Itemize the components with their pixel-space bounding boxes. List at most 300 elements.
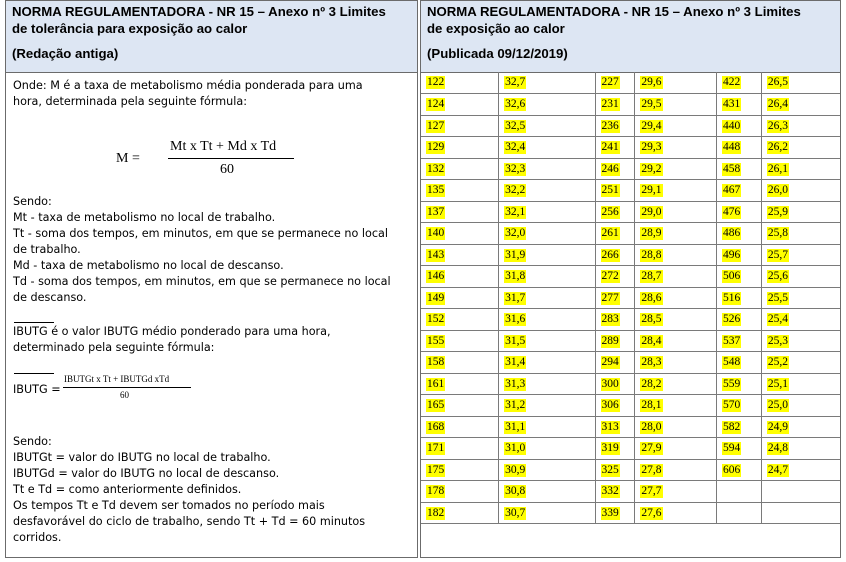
ibutg-intro-line-1: IBUTG é o valor IBUTG médio ponderado para uma hora, [13, 325, 331, 338]
table-cell [595, 201, 635, 223]
highlighted-value: 171 [427, 442, 445, 454]
highlighted-value: 606 [723, 463, 741, 476]
intro-line-1: Onde: M é a taxa de metabolismo média ponderada para uma [13, 79, 363, 92]
table-cell [717, 287, 762, 309]
highlighted-value: 31,2 [505, 399, 526, 411]
highlighted-value: 26,3 [767, 119, 788, 132]
highlighted-value: 29,2 [641, 162, 662, 175]
table-cell [499, 309, 595, 331]
highlighted-value: 30,7 [505, 506, 526, 519]
table-cell [635, 266, 717, 288]
highlighted-value: 31,1 [505, 420, 526, 433]
table-row [421, 115, 840, 137]
highlighted-value: 27,6 [641, 506, 662, 519]
left-column-body [5, 72, 418, 558]
table-row [421, 352, 840, 374]
table-cell [499, 502, 595, 524]
table-cell [717, 158, 762, 180]
table-cell [499, 180, 595, 202]
highlighted-value: 241 [601, 141, 619, 153]
highlighted-value: 246 [601, 162, 619, 175]
highlighted-value: 135 [427, 184, 445, 196]
highlighted-value: 28,8 [641, 248, 662, 261]
table-cell [635, 352, 717, 374]
highlighted-value: 24,9 [767, 420, 788, 433]
highlighted-value: 32,5 [505, 119, 526, 132]
highlighted-value: 140 [427, 227, 445, 239]
highlighted-value: 283 [601, 313, 619, 325]
td-definition-line-1: Td - soma dos tempos, em minutos, em que se permanece no local [13, 275, 391, 288]
table-cell [595, 481, 635, 503]
table-cell [595, 115, 635, 137]
highlighted-value: 124 [427, 98, 445, 110]
formula-ibutg-denominator: 60 [120, 390, 129, 400]
table-cell [421, 438, 499, 460]
table-row [421, 158, 840, 180]
table-cell [595, 223, 635, 245]
highlighted-value: 29,4 [641, 119, 662, 132]
highlighted-value: 516 [723, 291, 741, 304]
left-column-header [5, 0, 418, 73]
table-cell [761, 223, 840, 245]
table-cell [635, 438, 717, 460]
highlighted-value: 29,3 [641, 141, 662, 153]
highlighted-value: 306 [601, 399, 619, 411]
table-cell [635, 459, 717, 481]
highlighted-value: 31,4 [505, 356, 526, 368]
formula-ibutg-fraction-bar [63, 387, 191, 388]
table-cell [761, 180, 840, 202]
table-cell [761, 395, 840, 417]
highlighted-value: 25,4 [767, 313, 788, 325]
table-cell [595, 287, 635, 309]
highlighted-value: 422 [723, 76, 741, 88]
highlighted-value: 32,1 [505, 205, 526, 218]
highlighted-value: 28,4 [641, 334, 662, 347]
table-cell [499, 330, 595, 352]
highlighted-value: 467 [723, 184, 741, 196]
table-cell [421, 481, 499, 503]
table-cell [499, 201, 595, 223]
highlighted-value: 526 [723, 313, 741, 325]
highlighted-value: 129 [427, 141, 445, 153]
table-row [421, 416, 840, 438]
highlighted-value: 28,7 [641, 270, 662, 282]
highlighted-value: 537 [723, 334, 741, 347]
table-cell [761, 158, 840, 180]
table-cell [421, 158, 499, 180]
highlighted-value: 29,6 [641, 76, 662, 88]
table-cell [595, 158, 635, 180]
table-cell [635, 201, 717, 223]
highlighted-value: 182 [427, 506, 445, 519]
table-row [421, 244, 840, 266]
highlighted-value: 25,1 [767, 377, 788, 390]
table-cell [761, 438, 840, 460]
table-cell [635, 287, 717, 309]
table-cell [635, 416, 717, 438]
table-row [421, 481, 840, 503]
table-row [421, 502, 840, 524]
highlighted-value: 256 [601, 205, 619, 218]
highlighted-value: 25,9 [767, 205, 788, 218]
td-definition-line-2: de descanso. [13, 291, 87, 304]
highlighted-value: 31,8 [505, 270, 526, 282]
times-note-line-2: desfavorável do ciclo de trabalho, sendo Tt + Td = 60 minutos [13, 515, 366, 528]
highlighted-value: 28,6 [641, 291, 662, 304]
formula-m-fraction-bar [168, 158, 294, 159]
table-row [421, 94, 840, 116]
table-cell [595, 137, 635, 159]
times-note-line-3: corridos. [13, 531, 62, 544]
exposure-limits-table [421, 72, 840, 524]
highlighted-value: 31,5 [505, 334, 526, 347]
right-header-title-line2: de exposição ao calor [427, 21, 565, 36]
table-cell [761, 502, 840, 524]
highlighted-value: 143 [427, 248, 445, 261]
table-cell [717, 244, 762, 266]
highlighted-value: 448 [723, 141, 741, 153]
left-header-subtitle: (Redação antiga) [12, 46, 119, 61]
table-row [421, 72, 840, 94]
highlighted-value: 26,1 [767, 162, 788, 175]
highlighted-value: 146 [427, 270, 445, 282]
tt-definition-line-2: de trabalho. [13, 243, 81, 256]
table-cell [421, 309, 499, 331]
table-cell [717, 309, 762, 331]
table-cell [595, 244, 635, 266]
highlighted-value: 325 [601, 463, 619, 476]
table-cell [499, 72, 595, 94]
highlighted-value: 236 [601, 119, 619, 132]
highlighted-value: 161 [427, 377, 445, 390]
table-cell [499, 94, 595, 116]
highlighted-value: 486 [723, 227, 741, 239]
sendo-heading-2: Sendo: [13, 435, 52, 448]
highlighted-value: 168 [427, 420, 445, 433]
highlighted-value: 122 [427, 76, 445, 88]
table-cell [635, 502, 717, 524]
highlighted-value: 332 [601, 485, 619, 497]
table-cell [717, 115, 762, 137]
table-cell [499, 287, 595, 309]
table-cell [761, 94, 840, 116]
highlighted-value: 25,3 [767, 334, 788, 347]
highlighted-value: 24,8 [767, 442, 788, 454]
table-cell [717, 72, 762, 94]
highlighted-value: 27,9 [641, 442, 662, 454]
table-cell [421, 287, 499, 309]
table-cell [635, 373, 717, 395]
table-cell [717, 481, 762, 503]
highlighted-value: 300 [601, 377, 619, 390]
table-cell [499, 115, 595, 137]
table-cell [595, 352, 635, 374]
highlighted-value: 31,0 [505, 442, 526, 454]
highlighted-value: 152 [427, 313, 445, 325]
highlighted-value: 28,1 [641, 399, 662, 411]
ibutg-intro-line-2: determinado pela seguinte fórmula: [13, 341, 215, 354]
highlighted-value: 28,5 [641, 313, 662, 325]
highlighted-value: 27,7 [641, 485, 662, 497]
table-cell [595, 438, 635, 460]
table-cell [421, 502, 499, 524]
highlighted-value: 149 [427, 291, 445, 304]
highlighted-value: 277 [601, 291, 619, 304]
table-cell [595, 180, 635, 202]
table-cell [761, 330, 840, 352]
table-cell [421, 72, 499, 94]
table-cell [595, 72, 635, 94]
table-cell [717, 438, 762, 460]
highlighted-value: 431 [723, 98, 741, 110]
table-cell [717, 373, 762, 395]
table-cell [499, 137, 595, 159]
highlighted-value: 32,3 [505, 162, 526, 175]
highlighted-value: 570 [723, 399, 741, 411]
table-cell [635, 223, 717, 245]
right-column-header [420, 0, 841, 73]
highlighted-value: 594 [723, 442, 741, 454]
highlighted-value: 25,0 [767, 399, 788, 411]
highlighted-value: 28,9 [641, 227, 662, 239]
highlighted-value: 266 [601, 248, 619, 261]
table-cell [499, 438, 595, 460]
table-row [421, 287, 840, 309]
highlighted-value: 548 [723, 356, 741, 368]
highlighted-value: 32,7 [505, 76, 526, 88]
highlighted-value: 496 [723, 248, 741, 261]
mt-definition: Mt - taxa de metabolismo no local de trabalho. [13, 211, 276, 224]
left-header-title-line2: de tolerância para exposição ao calor [12, 21, 248, 36]
table-cell [717, 459, 762, 481]
table-cell [717, 266, 762, 288]
ibutgd-definition: IBUTGd = valor do IBUTG no local de descanso. [13, 467, 280, 480]
table-cell [635, 330, 717, 352]
highlighted-value: 30,9 [505, 463, 526, 476]
formula-m-numerator: Mt x Tt + Md x Td [170, 139, 277, 154]
table-cell [421, 266, 499, 288]
table-cell [717, 502, 762, 524]
table-cell [635, 72, 717, 94]
highlighted-value: 28,3 [641, 356, 662, 368]
table-row [421, 395, 840, 417]
highlighted-value: 231 [601, 98, 619, 110]
highlighted-value: 165 [427, 399, 445, 411]
sendo-heading-1: Sendo: [13, 195, 52, 208]
highlighted-value: 27,8 [641, 463, 662, 476]
table-row [421, 330, 840, 352]
highlighted-value: 272 [601, 270, 619, 282]
table-cell [421, 201, 499, 223]
table-cell [761, 373, 840, 395]
table-cell [421, 180, 499, 202]
right-header-subtitle: (Publicada 09/12/2019) [427, 46, 568, 61]
table-cell [421, 115, 499, 137]
table-cell [717, 94, 762, 116]
table-row [421, 223, 840, 245]
table-cell [717, 223, 762, 245]
table-cell [499, 395, 595, 417]
table-row [421, 309, 840, 331]
table-cell [499, 373, 595, 395]
table-cell [499, 352, 595, 374]
highlighted-value: 132 [427, 162, 445, 175]
highlighted-value: 28,0 [641, 420, 662, 433]
highlighted-value: 559 [723, 377, 741, 390]
right-header-title-line1: NORMA REGULAMENTADORA - NR 15 – Anexo nº 3 Limites [427, 4, 801, 19]
tt-definition-line-1: Tt - soma dos tempos, em minutos, em que se permanece no local [13, 227, 388, 240]
highlighted-value: 294 [601, 356, 619, 368]
table-cell [499, 244, 595, 266]
table-cell [499, 158, 595, 180]
table-row [421, 266, 840, 288]
table-row [421, 180, 840, 202]
highlighted-value: 31,7 [505, 291, 526, 304]
table-cell [717, 416, 762, 438]
table-cell [761, 309, 840, 331]
table-cell [635, 94, 717, 116]
highlighted-value: 158 [427, 356, 445, 368]
highlighted-value: 31,6 [505, 313, 526, 325]
table-cell [595, 459, 635, 481]
highlighted-value: 25,7 [767, 248, 788, 261]
highlighted-value: 313 [601, 420, 619, 433]
highlighted-value: 440 [723, 119, 741, 132]
table-cell [595, 416, 635, 438]
highlighted-value: 339 [601, 506, 619, 519]
formula-ibutg-numerator: IBUTGt x Tt + IBUTGd xTd [64, 374, 170, 384]
separator-line-2 [14, 373, 54, 374]
table-cell [635, 137, 717, 159]
table-cell [421, 223, 499, 245]
highlighted-value: 155 [427, 334, 445, 347]
table-cell [635, 180, 717, 202]
highlighted-value: 26,2 [767, 141, 788, 153]
highlighted-value: 506 [723, 270, 741, 282]
highlighted-value: 31,9 [505, 248, 526, 261]
table-cell [595, 94, 635, 116]
table-cell [635, 481, 717, 503]
table-cell [421, 395, 499, 417]
table-cell [595, 373, 635, 395]
highlighted-value: 175 [427, 463, 445, 476]
highlighted-value: 25,6 [767, 270, 788, 282]
table-cell [421, 330, 499, 352]
table-cell [499, 416, 595, 438]
times-note-line-1: Os tempos Tt e Td devem ser tomados no período mais [13, 499, 325, 512]
table-row [421, 201, 840, 223]
highlighted-value: 476 [723, 205, 741, 218]
highlighted-value: 26,5 [767, 76, 788, 88]
highlighted-value: 127 [427, 119, 445, 132]
formula-m-denominator: 60 [220, 162, 234, 177]
table-cell [499, 266, 595, 288]
highlighted-value: 30,8 [505, 485, 526, 497]
highlighted-value: 319 [601, 442, 619, 454]
table-cell [421, 137, 499, 159]
table-cell [421, 244, 499, 266]
table-row [421, 373, 840, 395]
highlighted-value: 25,8 [767, 227, 788, 239]
highlighted-value: 26,0 [767, 184, 788, 196]
highlighted-value: 24,7 [767, 463, 788, 476]
table-cell [421, 94, 499, 116]
table-cell [717, 201, 762, 223]
table-cell [717, 137, 762, 159]
highlighted-value: 32,0 [505, 227, 526, 239]
table-cell [635, 115, 717, 137]
table-cell [635, 158, 717, 180]
highlighted-value: 32,2 [505, 184, 526, 196]
table-cell [717, 395, 762, 417]
table-cell [421, 416, 499, 438]
table-cell [717, 330, 762, 352]
highlighted-value: 458 [723, 162, 741, 175]
table-cell [761, 352, 840, 374]
table-cell [761, 115, 840, 137]
intro-line-2: hora, determinada pela seguinte fórmula: [13, 95, 247, 108]
highlighted-value: 29,5 [641, 98, 662, 110]
table-cell [761, 266, 840, 288]
highlighted-value: 29,1 [641, 184, 662, 196]
right-column-body [420, 72, 841, 558]
md-definition: Md - taxa de metabolismo no local de descanso. [13, 259, 284, 272]
table-cell [421, 459, 499, 481]
table-cell [595, 266, 635, 288]
table-cell [761, 201, 840, 223]
highlighted-value: 26,4 [767, 98, 788, 110]
table-cell [499, 459, 595, 481]
table-cell [717, 180, 762, 202]
highlighted-value: 32,4 [505, 141, 526, 153]
highlighted-value: 28,2 [641, 377, 662, 390]
table-cell [761, 459, 840, 481]
table-row [421, 438, 840, 460]
table-cell [761, 72, 840, 94]
formula-m-lhs: M = [116, 151, 140, 166]
table-cell [595, 395, 635, 417]
table-cell [635, 244, 717, 266]
highlighted-value: 289 [601, 334, 619, 347]
table-cell [761, 416, 840, 438]
highlighted-value: 227 [601, 76, 619, 88]
highlighted-value: 178 [427, 485, 445, 497]
highlighted-value: 31,3 [505, 377, 526, 390]
highlighted-value: 137 [427, 205, 445, 218]
table-cell [595, 309, 635, 331]
table-cell [635, 309, 717, 331]
exposure-limits-table-body [421, 72, 840, 524]
highlighted-value: 29,0 [641, 205, 662, 218]
table-cell [499, 481, 595, 503]
table-cell [421, 352, 499, 374]
table-cell [595, 502, 635, 524]
table-cell [595, 330, 635, 352]
table-cell [761, 137, 840, 159]
left-header-title-line1: NORMA REGULAMENTADORA - NR 15 – Anexo nº 3 Limites [12, 4, 386, 19]
highlighted-value: 582 [723, 420, 741, 433]
table-row [421, 137, 840, 159]
table-row [421, 459, 840, 481]
separator-line-1 [14, 322, 54, 323]
table-cell [635, 395, 717, 417]
table-cell [761, 481, 840, 503]
ibutgt-definition: IBUTGt = valor do IBUTG no local de trabalho. [13, 451, 271, 464]
table-cell [761, 244, 840, 266]
highlighted-value: 32,6 [505, 98, 526, 110]
formula-ibutg-lhs: IBUTG = [13, 383, 61, 396]
